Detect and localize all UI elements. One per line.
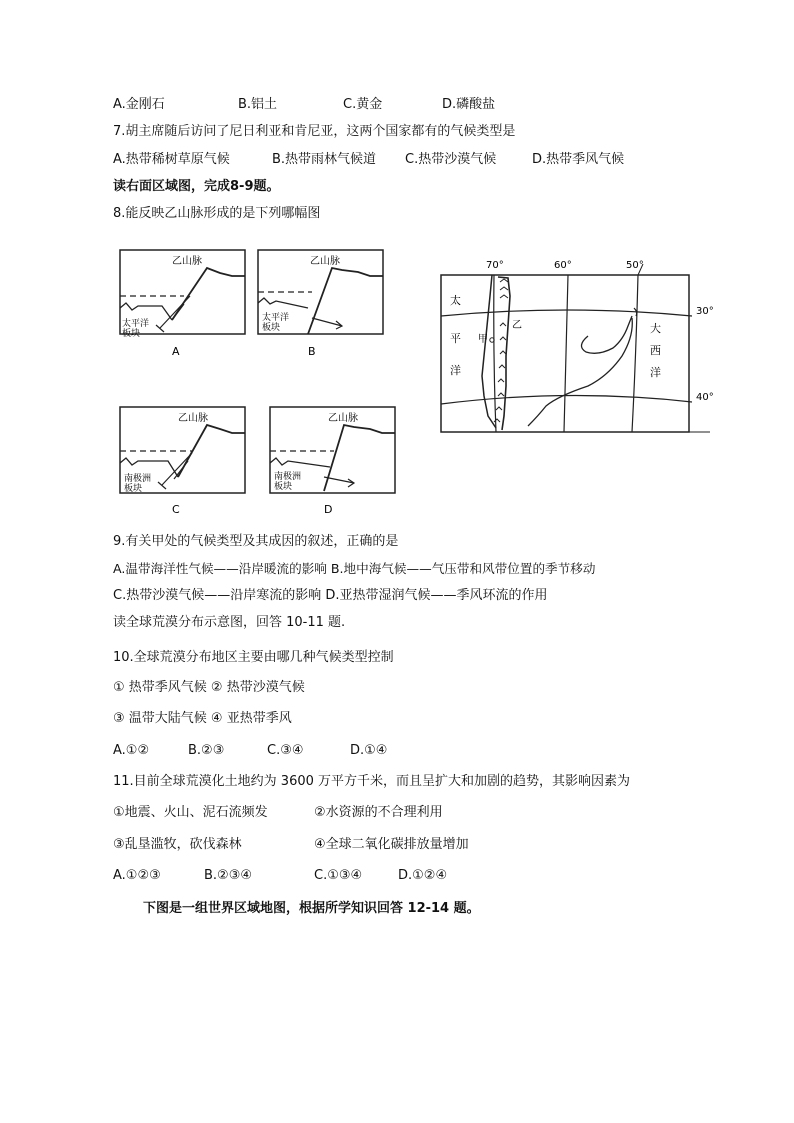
- q10-choices-line2: ③ 温带大陆气候 ④ 亚热带季风: [113, 711, 292, 726]
- q11-choice-3: ③乱垦滥牧，砍伐森林: [113, 837, 242, 852]
- diagram-d-letter: D: [324, 503, 333, 516]
- q10-stem: 10.全球荒漠分布地区主要由哪几种气候类型控制: [113, 650, 394, 665]
- q6-option-d: D.磷酸盐: [442, 97, 496, 112]
- q7-option-a: A.热带稀树草原气候: [113, 152, 230, 167]
- q9-options-line1: A.温带海洋性气候——沿岸暖流的影响 B.地中海气候——气压带和风带位置的季节移动: [113, 561, 596, 576]
- diagram-b-letter: B: [308, 345, 316, 358]
- q11-choice-4: ④全球二氧化碳排放量增加: [314, 837, 469, 852]
- map-lat-40: 40°: [696, 392, 714, 403]
- q7-stem: 7.胡主席随后访问了尼日利亚和肯尼亚，这两个国家都有的气候类型是: [113, 124, 516, 139]
- q6-option-c: C.黄金: [343, 97, 383, 112]
- q10-option-d: D.①④: [350, 743, 388, 758]
- diagram-a-plate-2: 板块: [122, 329, 141, 339]
- map-lon-60: 60°: [554, 260, 572, 271]
- region-map: [438, 256, 728, 436]
- map-atlantic-1: 大: [650, 322, 661, 335]
- q11-stem: 11.目前全球荒漠化土地约为 3600 万平方千米，而且呈扩大和加剧的趋势，其影响因素为: [113, 774, 631, 789]
- q7-option-c: C.热带沙漠气候: [405, 152, 497, 167]
- diagram-a: [112, 248, 252, 358]
- q10-option-b: B.②③: [188, 743, 225, 758]
- q11-choice-1: ①地震、火山、泥石流频发: [113, 805, 268, 820]
- q11-option-a: A.①②③: [113, 868, 161, 883]
- diagram-b-plate-1: 太平洋: [262, 313, 290, 323]
- diagram-b: [250, 248, 390, 358]
- map-lon-70: 70°: [486, 260, 504, 271]
- map-lat-30: 30°: [696, 306, 714, 317]
- instruction-8-9: 读右面区域图，完成8-9题。: [113, 179, 280, 194]
- q11-option-b: B.②③④: [204, 868, 253, 883]
- q10-choices-line1: ① 热带季风气候 ② 热带沙漠气候: [113, 680, 305, 695]
- diagram-d-mountain: 乙山脉: [328, 413, 358, 424]
- q8-stem: 8.能反映乙山脉形成的是下列哪幅图: [113, 206, 321, 221]
- diagram-c: [112, 405, 252, 517]
- diagram-c-plate-2: 板块: [124, 484, 143, 494]
- q9-options-line2: C.热带沙漠气候——沿岸寒流的影响 D.亚热带湿润气候——季风环流的作用: [113, 588, 548, 603]
- diagram-a-letter: A: [172, 345, 180, 358]
- q9-stem: 9.有关甲处的气候类型及其成因的叙述，正确的是: [113, 534, 399, 549]
- map-atlantic-2: 西: [650, 344, 661, 357]
- q11-option-c: C.①③④: [314, 868, 363, 883]
- diagram-b-mountain: 乙山脉: [310, 256, 340, 267]
- map-lon-50: 50°: [626, 260, 644, 271]
- map-label-jia: 甲: [478, 334, 488, 345]
- map-atlantic-3: 洋: [650, 366, 661, 379]
- q11-option-d: D.①②④: [398, 868, 448, 883]
- map-pacific-1: 太: [450, 294, 461, 307]
- q6-option-b: B.铝土: [238, 97, 278, 112]
- diagram-d: [262, 405, 402, 517]
- instruction-12-14: 下图是一组世界区域地图，根据所学知识回答 12-14 题。: [143, 901, 480, 916]
- diagram-a-mountain: 乙山脉: [172, 256, 202, 267]
- instruction-10-11: 读全球荒漠分布示意图，回答 10-11 题.: [113, 615, 346, 630]
- q10-option-a: A.①②: [113, 743, 150, 758]
- map-pacific-3: 洋: [450, 364, 461, 377]
- q7-option-b: B.热带雨林气候道: [272, 152, 377, 167]
- diagram-d-plate-2: 板块: [274, 482, 293, 492]
- diagram-c-letter: C: [172, 503, 180, 516]
- q11-choice-2: ②水资源的不合理利用: [314, 805, 443, 820]
- q7-option-d: D.热带季风气候: [532, 152, 625, 167]
- map-label-yi: 乙: [512, 320, 522, 331]
- map-pacific-2: 平: [450, 332, 461, 345]
- diagram-a-plate-1: 太平洋: [122, 319, 150, 329]
- diagram-b-plate-2: 板块: [262, 323, 281, 333]
- q6-option-a: A.金刚石: [113, 97, 165, 112]
- diagram-c-plate-1: 南极洲: [124, 474, 152, 484]
- diagram-d-plate-1: 南极洲: [274, 472, 302, 482]
- q10-option-c: C.③④: [267, 743, 304, 758]
- diagram-c-mountain: 乙山脉: [178, 413, 208, 424]
